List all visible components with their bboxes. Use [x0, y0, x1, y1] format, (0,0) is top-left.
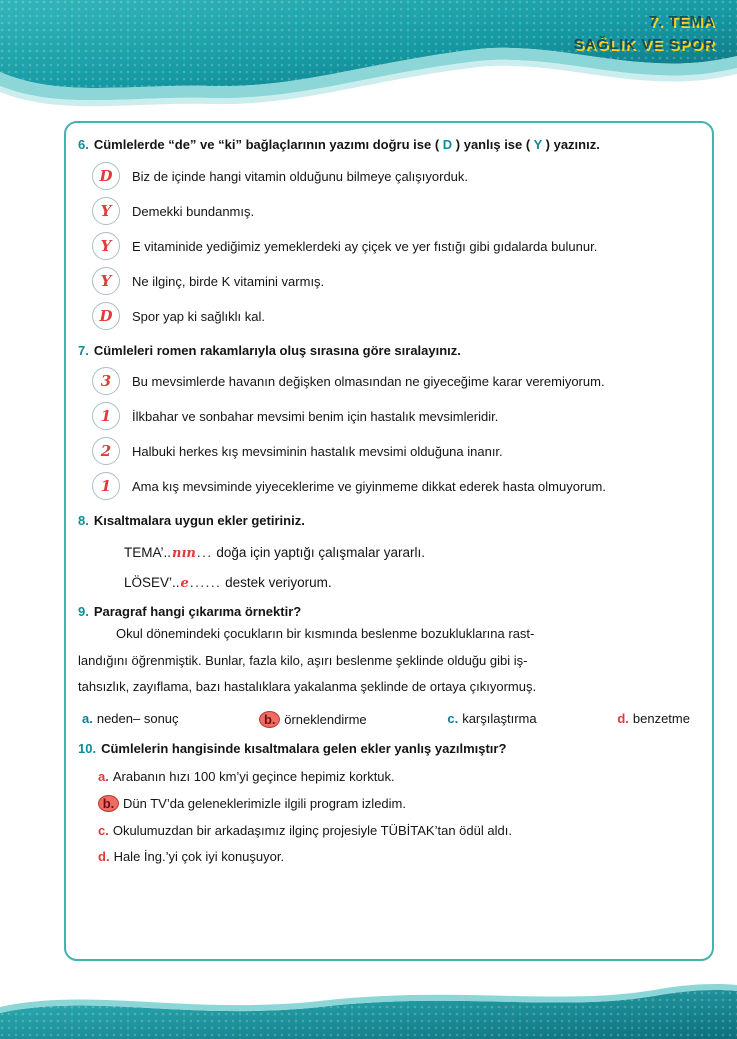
- theme-title: SAĞLIK VE SPOR: [573, 35, 715, 53]
- question-9-prompt: [78, 602, 698, 622]
- option-text: Hale İng.’yi çok iyi konuşuyor.: [113, 849, 285, 865]
- option-text: benzetme: [632, 710, 690, 726]
- answer-circle[interactable]: [92, 232, 120, 260]
- q6-item-5: [92, 302, 698, 330]
- worksheet-content: [64, 121, 714, 961]
- handwritten-suffix[interactable]: e: [180, 575, 189, 591]
- abbreviation-line-1: [124, 545, 698, 561]
- question-6-prompt: [78, 135, 698, 155]
- q10-option-a[interactable]: [98, 769, 698, 784]
- option-letter: d.: [98, 849, 110, 865]
- question-8-prompt: [78, 511, 698, 531]
- q9-options: [82, 711, 690, 728]
- selected-option-circle: b.: [259, 711, 280, 728]
- q9-paragraph-line-1: Okul dönemindeki çocukların bir kısmında beslenme bozukluklarına rast-: [116, 626, 535, 641]
- q9-prompt-text: Paragraf hangi çıkarıma örnektir?: [93, 603, 302, 619]
- answer-circle[interactable]: [92, 302, 120, 330]
- item-sentence: Demekki bundanmış.: [132, 203, 255, 219]
- answer-circle[interactable]: [92, 402, 120, 430]
- option-letter: c.: [447, 710, 459, 726]
- option-letter: d.: [617, 710, 629, 726]
- item-sentence: Biz de içinde hangi vitamin olduğunu bilmeye çalışıyorduk.: [132, 168, 469, 184]
- option-text: örneklendirme: [284, 711, 367, 727]
- q6-item-2: [92, 197, 698, 225]
- question-10-prompt: [78, 739, 698, 759]
- page-footer: [0, 977, 737, 1039]
- handwritten-answer: D: [99, 306, 113, 325]
- abbr-after: destek veriyorum.: [221, 574, 332, 590]
- item-sentence: Ne ilginç, birde K vitamini varmış.: [132, 273, 325, 289]
- dotted-blank: ......: [189, 574, 222, 590]
- item-sentence: Halbuki herkes kış mevsiminin hastalık mevsimi olduğuna inanır.: [132, 444, 503, 459]
- option-letter: a.: [82, 710, 93, 726]
- handwritten-answer: Y: [100, 236, 112, 255]
- q6-prompt-part-3: ) yazınız.: [542, 137, 600, 152]
- item-sentence: Bu mevsimlerde havanın değişken olmasından ne giyeceğime karar veremiyorum.: [132, 374, 605, 389]
- answer-circle[interactable]: [92, 437, 120, 465]
- item-sentence: Spor yap ki sağlıklı kal.: [132, 308, 265, 324]
- q6-item-4: [92, 267, 698, 295]
- q9-option-a[interactable]: [82, 711, 179, 728]
- q6-letter-false: Y: [533, 137, 543, 152]
- footer-wave-graphic: [0, 977, 737, 1039]
- answer-circle[interactable]: [92, 162, 120, 190]
- q7-item-1: [92, 367, 698, 395]
- handwritten-suffix[interactable]: nın: [172, 545, 196, 561]
- option-text: Dün TV’da geleneklerimizle ilgili program izledim.: [123, 796, 406, 812]
- answer-circle[interactable]: [92, 472, 120, 500]
- item-sentence: Ama kış mevsiminde yiyeceklerime ve giyinmeme dikkat ederek hasta olmuyorum.: [132, 479, 606, 494]
- option-text: Okulumuzdan bir arkadaşımız ilginç projesiyle TÜBİTAK’tan ödül aldı.: [112, 823, 512, 839]
- selected-option-circle: b.: [98, 795, 119, 812]
- question-9-number: 9.: [78, 603, 89, 619]
- q7-item-2: [92, 402, 698, 430]
- q7-item-3: [92, 437, 698, 465]
- q6-letter-true: D: [442, 137, 453, 152]
- q6-prompt-part-2: ) yanlış ise (: [452, 137, 534, 152]
- q9-paragraph-line-3: tahsızlık, zayıflama, bazı hastalıklara yakalanma şeklinde de ortaya çıkıyormuş.: [78, 679, 537, 695]
- question-8-number: 8.: [78, 513, 89, 528]
- handwritten-answer: 3: [100, 372, 112, 390]
- q9-paragraph-line-2: landığını öğrenmiştik. Bunlar, fazla kilo, aşırı beslenme şeklinde olduğu gibi iş-: [78, 652, 528, 668]
- handwritten-answer: 2: [100, 442, 112, 460]
- item-sentence: İlkbahar ve sonbahar mevsimi benim için hastalık mevsimleridir.: [132, 409, 499, 424]
- q9-option-b[interactable]: [259, 711, 366, 728]
- q10-option-d[interactable]: [98, 849, 698, 864]
- page-title: [573, 11, 715, 56]
- answer-circle[interactable]: [92, 267, 120, 295]
- dotted-blank: ...: [196, 544, 213, 560]
- item-sentence: E vitaminide yediğimiz yemeklerdeki ay çiçek ve yer fıstığı gibi gıdalarda bulunur.: [132, 238, 598, 254]
- question-10-number: 10.: [78, 740, 97, 756]
- question-7-prompt: [78, 341, 698, 361]
- q6-item-1: [92, 162, 698, 190]
- handwritten-answer: Y: [100, 271, 112, 290]
- question-6-number: 6.: [78, 137, 89, 152]
- question-7-number: 7.: [78, 342, 89, 358]
- option-text: karşılaştırma: [462, 710, 537, 726]
- answer-circle[interactable]: [92, 197, 120, 225]
- option-letter: c.: [98, 823, 109, 839]
- q10-option-c[interactable]: [98, 823, 698, 838]
- page-header: [0, 0, 737, 125]
- option-text: neden– sonuç: [96, 710, 179, 726]
- q10-prompt-text: Cümlelerin hangisinde kısaltmalara gelen ekler yanlış yazılmıştır?: [101, 740, 507, 756]
- abbreviation-line-2: [124, 575, 698, 591]
- q7-item-4: [92, 472, 698, 500]
- abbr-before: LÖSEV’..: [124, 574, 180, 590]
- q6-prompt-part-1: Cümlelerde “de” ve “ki” bağlaçlarının yazımı doğru ise (: [93, 137, 443, 152]
- q8-prompt-text: Kısaltmalara uygun ekler getiriniz.: [93, 513, 305, 528]
- option-text: Arabanın hızı 100 km’yi geçince hepimiz korktuk.: [112, 769, 395, 785]
- theme-number: 7. TEMA: [648, 13, 715, 30]
- q9-option-c[interactable]: [447, 711, 536, 728]
- handwritten-answer: D: [99, 166, 113, 185]
- abbr-after: doğa için yaptığı çalışmalar yararlı.: [212, 544, 425, 560]
- q9-option-d[interactable]: [617, 711, 690, 728]
- q10-option-b[interactable]: [98, 795, 698, 812]
- handwritten-answer: 1: [100, 407, 112, 425]
- handwritten-answer: 1: [100, 477, 112, 495]
- q7-prompt-text: Cümleleri romen rakamlarıyla oluş sırasına göre sıralayınız.: [93, 342, 461, 358]
- option-letter: a.: [98, 769, 109, 785]
- answer-circle[interactable]: [92, 367, 120, 395]
- handwritten-answer: Y: [100, 201, 112, 220]
- q6-item-3: [92, 232, 698, 260]
- abbr-before: TEMA’..: [124, 544, 171, 560]
